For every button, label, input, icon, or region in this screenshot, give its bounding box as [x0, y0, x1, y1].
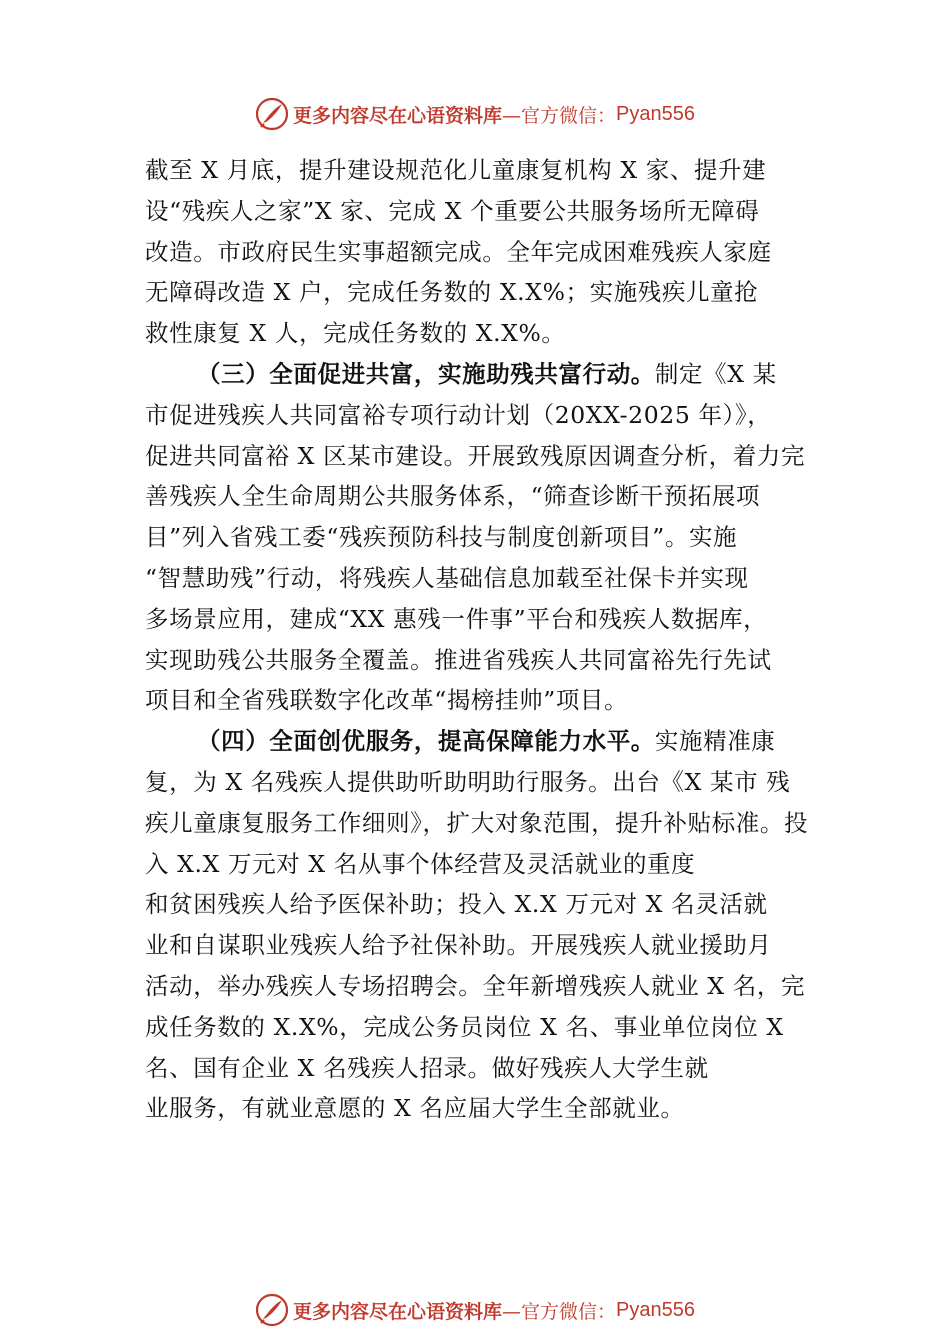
section-heading-line	[145, 721, 825, 762]
paragraph-line: 名、国有企业 X 名残疾人招录。做好残疾人大学生就	[145, 1053, 709, 1082]
paragraph-line: 项目和全省残联数字化改革“揭榜挂帅”项目。	[145, 686, 629, 715]
paragraph-text: 实施精准康	[654, 727, 776, 756]
paragraph-line: 无障碍改造 X 户，完成任务数的 X.X%；实施残疾儿童抢	[145, 278, 759, 307]
paragraph-line: 活动，举办残疾人专场招聘会。全年新增残疾人就业 X 名，完	[145, 971, 806, 1000]
paragraph-line: 多场景应用，建成“XX 惠残一件事”平台和残疾人数据库，	[145, 604, 768, 633]
paragraph-line: 疾儿童康复服务工作细则》，扩大对象范围，提升补贴标准。投	[145, 808, 809, 837]
paragraph-line: 业和自谋职业残疾人给予社保补助。开展残疾人就业援助月	[145, 931, 772, 960]
paragraph-line: 市促进残疾人共同富裕专项行动计划（20XX-2025 年）》，	[145, 400, 772, 429]
document-body	[145, 150, 825, 1129]
paragraph-line: 目”列入省残工委“残疾预防科技与制度创新项目”。实施	[145, 523, 738, 552]
paragraph-line: 设“残疾人之家”X 家、完成 X 个重要公共服务场所无障碍	[145, 196, 760, 225]
paragraph-line: 入 X.X 万元对 X 名从事个体经营及灵活就业的重度	[145, 849, 696, 878]
paragraph-line: 和贫困残疾人给予医保补助；投入 X.X 万元对 X 名灵活就	[145, 890, 768, 919]
section-heading-line	[145, 354, 825, 395]
paragraph-line: “智慧助残”行动，将残疾人基础信息加载至社保卡并实现	[145, 563, 749, 592]
quill-logo-icon	[255, 97, 289, 131]
paragraph-line: 实现助残公共服务全覆盖。推进省残疾人共同富裕先行先试	[145, 645, 772, 674]
section-heading-three: （三）全面促进共富，实施助残共富行动。	[197, 359, 655, 388]
header-watermark	[0, 94, 950, 134]
paragraph-line: 促进共同富裕 X 区某市建设。开展致残原因调查分析，着力完	[145, 441, 806, 470]
paragraph-line: 改造。市政府民生实事超额完成。全年完成困难残疾人家庭	[145, 237, 772, 266]
paragraph-line: 善残疾人全生命周期公共服务体系，“筛查诊断干预拓展项	[145, 482, 761, 511]
paragraph-line: 成任务数的 X.X%，完成公务员岗位 X 名、事业单位岗位 X	[145, 1012, 784, 1041]
watermark-text: 更多内容尽在心语资料库	[293, 1300, 503, 1323]
paragraph-line: 复，为 X 名残疾人提供助听助明助行服务。出台《X 某市 残	[145, 767, 791, 796]
section-heading-four: （四）全面创优服务，提高保障能力水平。	[197, 727, 655, 756]
paragraph-line: 救性康复 X 人，完成任务数的 X.X%。	[145, 319, 566, 348]
footer-watermark	[0, 1290, 950, 1330]
paragraph-line: 截至 X 月底，提升建设规范化儿童康复机构 X 家、提升建	[145, 156, 767, 184]
paragraph-text: 制定《X 某	[654, 359, 777, 388]
watermark-account: Pyan556	[616, 1298, 695, 1321]
watermark-account: Pyan556	[616, 102, 695, 125]
watermark-separator: —官方微信：	[502, 1300, 617, 1323]
watermark-separator: —官方微信：	[502, 104, 617, 127]
quill-logo-icon	[255, 1293, 289, 1327]
watermark-text: 更多内容尽在心语资料库	[293, 104, 503, 127]
paragraph-line: 业服务，有就业意愿的 X 名应届大学生全部就业。	[145, 1094, 685, 1123]
